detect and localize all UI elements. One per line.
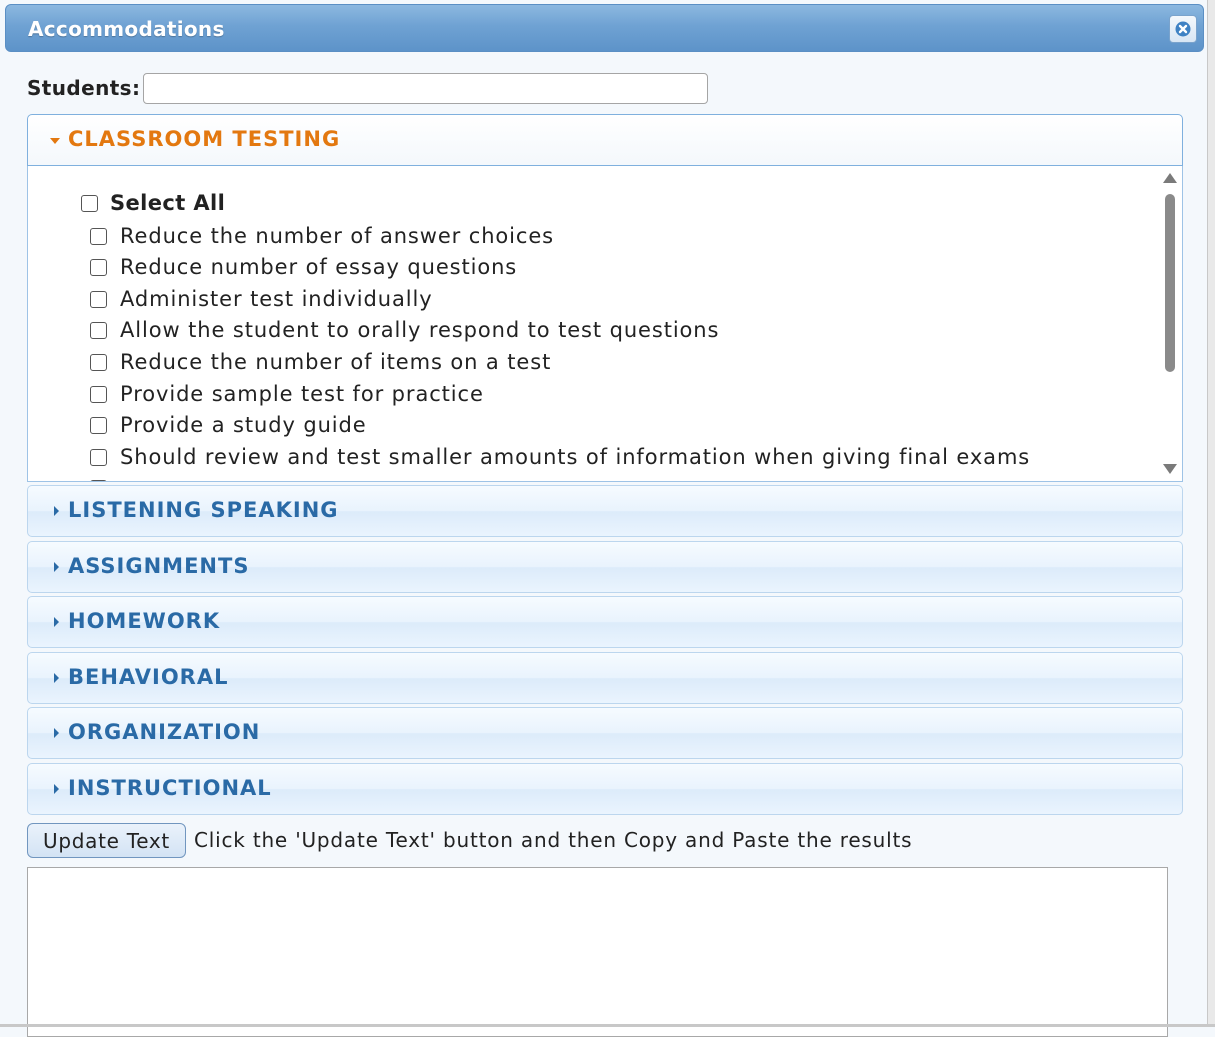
section-header-assignments[interactable]: [27, 541, 1183, 593]
item-label: Administer test individually: [120, 287, 433, 311]
item-label: Allow the student to orally respond to test questions: [120, 318, 720, 342]
item-checkbox[interactable]: [90, 322, 107, 339]
section-header-homework[interactable]: [27, 596, 1183, 648]
item-checkbox[interactable]: [90, 449, 107, 466]
item-label: Provide a study guide: [120, 413, 367, 437]
caret-right-icon: [54, 506, 59, 516]
classroom-testing-panel[interactable]: [27, 166, 1183, 482]
section-header-organization[interactable]: [27, 707, 1183, 759]
item-checkbox[interactable]: [90, 228, 107, 245]
item-label: Provide sample test for practice: [120, 382, 484, 406]
item-checkbox[interactable]: [90, 354, 107, 371]
caret-right-icon: [54, 673, 59, 683]
caret-right-icon: [54, 728, 59, 738]
instruction-text: Click the 'Update Text' button and then Copy and Paste the results: [194, 828, 913, 852]
section-label: LISTENING SPEAKING: [68, 498, 339, 522]
section-header-classroom-testing[interactable]: [27, 114, 1183, 166]
caret-right-icon: [54, 617, 59, 627]
item-checkbox[interactable]: [90, 259, 107, 276]
dialog-titlebar[interactable]: [5, 4, 1204, 52]
item-checkbox[interactable]: [90, 386, 107, 403]
item-label: Reduce the number of answer choices: [120, 224, 555, 248]
item-checkbox[interactable]: [90, 291, 107, 308]
background-window-edge: [1207, 0, 1215, 1027]
section-label: ORGANIZATION: [68, 720, 261, 744]
item-label: Reduce the number of items on a test: [120, 350, 552, 374]
dialog-title: Accommodations: [28, 17, 225, 41]
item-label: Should review and test smaller amounts of information when giving final exams: [120, 445, 1031, 469]
results-textarea[interactable]: [27, 867, 1168, 1037]
list-item[interactable]: [90, 349, 551, 375]
select-all-row[interactable]: [81, 190, 225, 216]
scrollbar-thumb[interactable]: [1165, 194, 1175, 372]
caret-right-icon: [54, 784, 59, 794]
list-item-partial[interactable]: [90, 475, 107, 482]
section-header-listening-speaking[interactable]: [27, 485, 1183, 537]
students-input[interactable]: [143, 73, 708, 104]
caret-right-icon: [54, 562, 59, 572]
section-label: INSTRUCTIONAL: [68, 776, 272, 800]
scroll-up-arrow-icon[interactable]: [1163, 173, 1177, 183]
section-header-instructional[interactable]: [27, 763, 1183, 815]
list-item[interactable]: [90, 444, 1030, 470]
caret-down-icon: [50, 138, 60, 144]
item-checkbox[interactable]: [90, 480, 107, 483]
list-item[interactable]: [90, 223, 554, 249]
students-label: Students:: [27, 76, 141, 100]
section-header-behavioral[interactable]: [27, 652, 1183, 704]
list-item[interactable]: [90, 286, 433, 312]
section-label: HOMEWORK: [68, 609, 221, 633]
list-item[interactable]: [90, 254, 517, 280]
section-label: CLASSROOM TESTING: [68, 127, 341, 151]
scroll-down-arrow-icon[interactable]: [1163, 464, 1177, 474]
close-icon: [1175, 21, 1191, 37]
list-item[interactable]: [90, 317, 719, 343]
select-all-checkbox[interactable]: [81, 195, 98, 212]
section-label: ASSIGNMENTS: [68, 554, 250, 578]
item-label: Reduce number of essay questions: [120, 255, 518, 279]
item-checkbox[interactable]: [90, 417, 107, 434]
select-all-label: Select All: [110, 191, 226, 215]
close-button[interactable]: [1169, 15, 1197, 43]
list-item[interactable]: [90, 381, 484, 407]
section-label: BEHAVIORAL: [68, 665, 229, 689]
list-item[interactable]: [90, 412, 367, 438]
update-text-button[interactable]: Update Text: [27, 823, 186, 858]
